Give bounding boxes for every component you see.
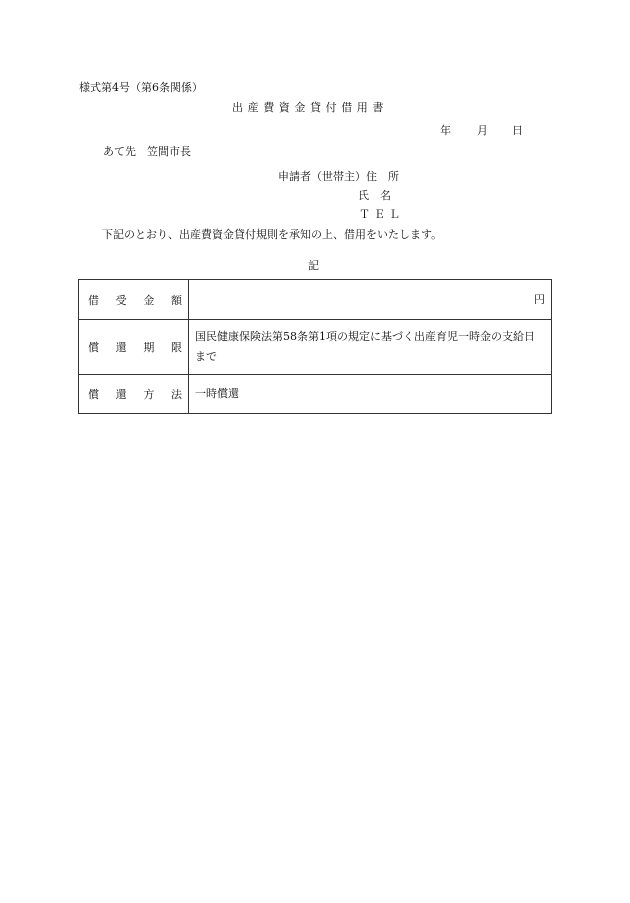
repayment-method-label: 償還方法 <box>79 375 189 414</box>
repayment-method-value: 一時償還 <box>189 375 552 414</box>
repayment-deadline-label: 償還期限 <box>79 320 189 375</box>
table-row <box>79 280 552 320</box>
applicant-address-label: 申請者（世帯主）住 所 <box>278 170 399 183</box>
document-title: 出産費資金貸付借用書 <box>232 101 388 114</box>
applicant-name-label: 氏 名 <box>358 189 391 202</box>
loan-amount-value: 円 <box>189 280 552 320</box>
day-label: 日 <box>512 124 523 137</box>
month-label: 月 <box>477 124 488 137</box>
applicant-tel-label: ＴＥＬ <box>359 208 404 221</box>
loan-amount-label: 借受金額 <box>79 280 189 320</box>
repayment-deadline-value: 国民健康保険法第58条第1項の規定に基づく出産育児一時金の支給日まで <box>189 320 552 375</box>
form-number-label: 様式第4号（第6条関係） <box>79 81 203 94</box>
loan-details-table <box>78 279 552 414</box>
addressee: あて先 笠間市長 <box>103 145 191 158</box>
statement-text: 下記のとおり、出産費資金貸付規則を承知の上、借用をいたします。 <box>102 228 443 241</box>
year-label: 年 <box>440 124 451 137</box>
table-row <box>79 375 552 414</box>
ki-heading: 記 <box>308 259 319 272</box>
table-row <box>79 320 552 375</box>
